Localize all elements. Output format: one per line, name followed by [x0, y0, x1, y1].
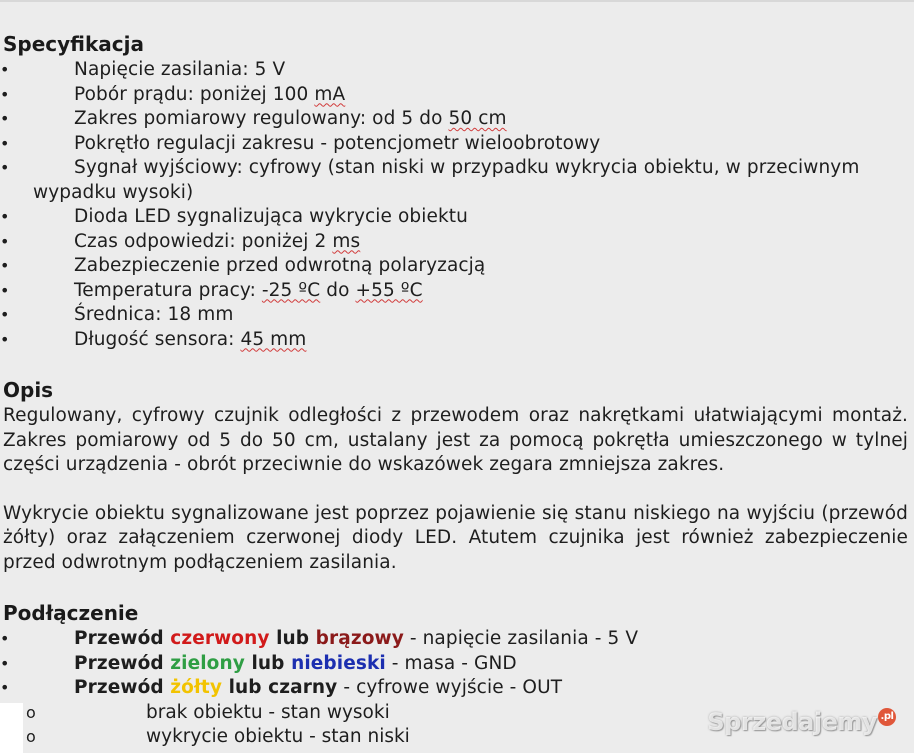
- bullet-icon: •: [0, 280, 10, 300]
- list-item: • Przewód żółty lub czarny - cyfrowe wyjście - OUT: [0, 676, 912, 701]
- wiring-list: [0, 627, 912, 701]
- spec-list: [0, 58, 912, 352]
- list-item: • Długość sensora: 45 mm: [0, 328, 912, 353]
- bullet-icon: •: [0, 629, 10, 648]
- spellcheck-word: 50 cm: [448, 108, 507, 129]
- wire-color-green: zielony: [170, 652, 245, 674]
- white-corner-block: [0, 703, 23, 753]
- bullet-icon: •: [0, 60, 10, 79]
- wire-color-blue: niebieski: [291, 652, 386, 674]
- bullet-icon: •: [0, 84, 10, 104]
- list-item: • Przewód zielony lub niebieski - masa - GND: [0, 652, 912, 677]
- bullet-icon: •: [0, 133, 10, 153]
- list-item: • Zabezpieczenie przed odwrotną polaryzacją: [0, 254, 912, 279]
- bullet-icon: •: [0, 653, 10, 673]
- pl-badge-icon: .pl: [878, 708, 896, 726]
- wire-color-brown: brązowy: [315, 628, 404, 649]
- list-item: • Pokrętło regulacji zakresu - potencjometr wieloobrotowy: [0, 132, 912, 157]
- wire-color-yellow: żółty: [170, 677, 223, 698]
- opis-paragraph-1: Regulowany, cyfrowy czujnik odległości z przewodem oraz nakrętkami ułatwiającymi montaż. Zakres pomiarowy od 5 do 50 cm, ustalany jest za pomocą pokrętła umieszczonego w tylnej części urządzenia - obrót przeciwnie do wskazówek zegara zmniejsza zakres.: [3, 405, 908, 475]
- circle-bullet-icon: o: [26, 702, 36, 722]
- list-item: • Zakres pomiarowy regulowany: od 5 do 50 cm: [0, 107, 912, 132]
- bullet-icon: •: [0, 158, 10, 177]
- list-item: • Dioda LED sygnalizująca wykrycie obiektu: [0, 205, 912, 230]
- spec-heading: Specyfikacja: [3, 32, 145, 56]
- bullet-icon: •: [0, 231, 10, 251]
- list-item: o wykrycie obiektu - stan niski: [0, 725, 912, 750]
- list-item: • Przewód czerwony lub brązowy - napięcie zasilania - 5 V: [0, 627, 912, 652]
- product-description: [0, 30, 912, 750]
- wire-color-black: czarny: [268, 677, 338, 698]
- circle-bullet-icon: o: [26, 727, 36, 746]
- list-item: • Czas odpowiedzi: poniżej 2 ms: [0, 230, 912, 255]
- bullet-icon: •: [0, 678, 10, 697]
- bullet-icon: •: [0, 207, 10, 226]
- spacer: [0, 478, 912, 502]
- list-item: • Pobór prądu: poniżej 100 mA: [0, 83, 912, 108]
- wire-color-red: czerwony: [170, 628, 270, 649]
- spellcheck-word: 45 mm: [240, 328, 307, 350]
- opis-heading: Opis: [3, 378, 54, 402]
- spellcheck-word: +55 ºC: [355, 279, 423, 301]
- bullet-icon: •: [0, 109, 10, 128]
- spellcheck-word: mA: [314, 83, 346, 105]
- list-item: • Napięcie zasilania: 5 V: [0, 58, 912, 83]
- list-item: • Średnica: 18 mm: [0, 303, 912, 328]
- podlaczenie-heading: Podłączenie: [3, 601, 139, 625]
- bullet-icon: •: [0, 256, 10, 275]
- opis-paragraph-2: Wykrycie obiektu sygnalizowane jest poprzez pojawienie się stanu niskiego na wyjściu (przewód żółty) oraz załączeniem czerwonej diody LED. Atutem czujnika jest również zabezpieczenie przed odwrotnym podłączeniem zasilania.: [3, 502, 908, 573]
- list-item: • Sygnał wyjściowy: cyfrowy (stan niski w przypadku wykrycia obiektu, w przeciwnym wypadku wysoki): [0, 157, 860, 203]
- spacer: [0, 575, 912, 599]
- spellcheck-word: -25 ºC: [261, 279, 321, 301]
- top-border: [0, 0, 914, 2]
- bullet-icon: •: [0, 305, 10, 324]
- spacer: [0, 352, 912, 376]
- list-item: • Temperatura pracy: -25 ºC do +55 ºC: [0, 279, 912, 304]
- bullet-icon: •: [0, 329, 10, 349]
- spellcheck-word: ms: [332, 230, 361, 252]
- list-item: o brak obiektu - stan wysoki: [0, 701, 912, 726]
- watermark-logo: Sprzedajemy .pl: [707, 708, 896, 736]
